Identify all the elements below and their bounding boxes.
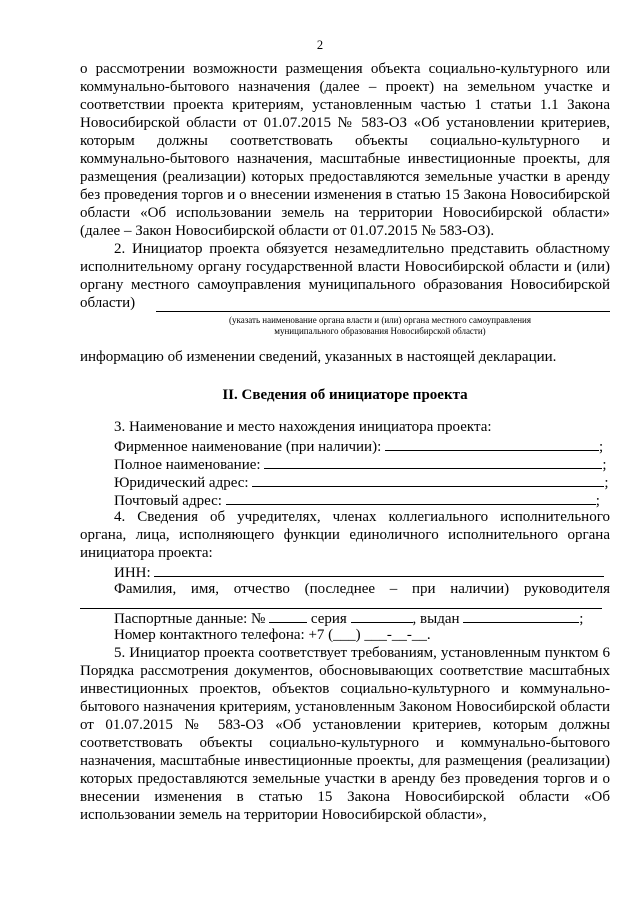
full-name-label: Полное наименование: [114, 457, 261, 473]
legal-address-field[interactable] [252, 472, 604, 487]
firm-name-row [114, 436, 603, 456]
authority-fill-line[interactable] [156, 311, 610, 312]
passport-series-label: серия [310, 611, 347, 627]
postal-address-row [114, 490, 600, 510]
paragraph-2: 2. Инициатор проекта обязуется незамедлительно представить областному исполнительному органу государственной власти Новосибирской области и (или) органу местного самоуправления муниципального образования Новосибирской области) [80, 241, 610, 311]
phone-row: Номер контактного телефона: +7 (___) ___-__-__. [114, 627, 431, 643]
inn-row [114, 562, 604, 582]
passport-issued-field[interactable] [463, 608, 579, 623]
page-number: 2 [316, 38, 324, 52]
full-name-row [114, 454, 606, 474]
legal-address-label: Юридический адрес: [114, 475, 249, 491]
inn-field[interactable] [154, 562, 604, 577]
intro-paragraph: о рассмотрении возможности размещения объекта социально-культурного или коммунально-бытового назначения (далее – проект) на земельном участке и соответствии проекта критериям, установленным частью 1 статьи 1.1 Закона Новосибирской области от 01.07.2015 № 583-ОЗ «Об установлении критериев, которым должны соответствовать объекты социально-культурного и коммунально-бытового назначения, масштабные инвестиционные проекты, для размещения (реализации) которых предоставляются земельные участки в аренду без проведения торгов и о внесении изменения в статью 15 Закона Новосибирской области «Об использовании земель на территории Новосибирской области» (далее – Закон Новосибирской области от 01.07.2015 № 583-ОЗ). [80, 61, 610, 239]
inn-label: ИНН: [114, 565, 151, 581]
item-5: 5. Инициатор проекта соответствует требованиям, установленным пунктом 6 Порядка рассмотрения документов, обосновывающих соответствие масштабных инвестиционных проектов, объектов социально-культурного и коммунально-бытового назначения критериям, установленным Законом Новосибирской области от 01.07.2015 № 583-ОЗ «Об установлении критериев, которым должны соответствовать объекты социально-культурного и коммунально-бытового назначения, масштабные инвестиционные проекты, для размещения (реализации) которых предоставляются земельные участки в аренду без проведения торгов и о внесении изменения в статью 15 Закона Новосибирской области «Об использовании земель на территории Новосибирской области», [80, 645, 610, 823]
authority-caption [170, 315, 590, 337]
full-name-field[interactable] [264, 454, 602, 469]
passport-number-label: Паспортные данные: № [114, 611, 266, 627]
section-title: II. Сведения об инициаторе проекта [222, 387, 468, 403]
full-name-semicolon: ; [602, 457, 607, 473]
item-3-title: 3. Наименование и место нахождения инициатора проекта: [114, 419, 492, 435]
caption-line-2: муниципального образования Новосибирской области) [274, 326, 486, 336]
head-name-label: Фамилия, имя, отчество (последнее – при наличии) руководителя [114, 581, 610, 597]
postal-address-field[interactable] [226, 490, 596, 505]
passport-number-field[interactable] [269, 608, 307, 623]
postal-address-label: Почтовый адрес: [114, 493, 222, 509]
caption-line-1: (указать наименование органа власти и (или) органа местного самоуправления [228, 315, 532, 325]
legal-address-row [114, 472, 609, 492]
passport-row [114, 608, 583, 628]
passport-series-field[interactable] [351, 608, 413, 623]
firm-name-field[interactable] [385, 436, 599, 451]
passport-issued-label: , выдан [412, 611, 460, 627]
item-4: 4. Сведения об учредителях, членах коллегиального исполнительного органа, лица, исполняющего функции единоличного исполнительного органа инициатора проекта: [80, 509, 610, 561]
firm-name-label: Фирменное наименование (при наличии): [114, 439, 382, 455]
legal-address-semicolon: ; [604, 475, 609, 491]
paragraph-2-end: информацию об изменении сведений, указанных в настоящей декларации. [80, 349, 557, 365]
passport-semicolon: ; [579, 611, 584, 627]
postal-address-semicolon: ; [595, 493, 600, 509]
firm-name-semicolon: ; [598, 439, 604, 455]
